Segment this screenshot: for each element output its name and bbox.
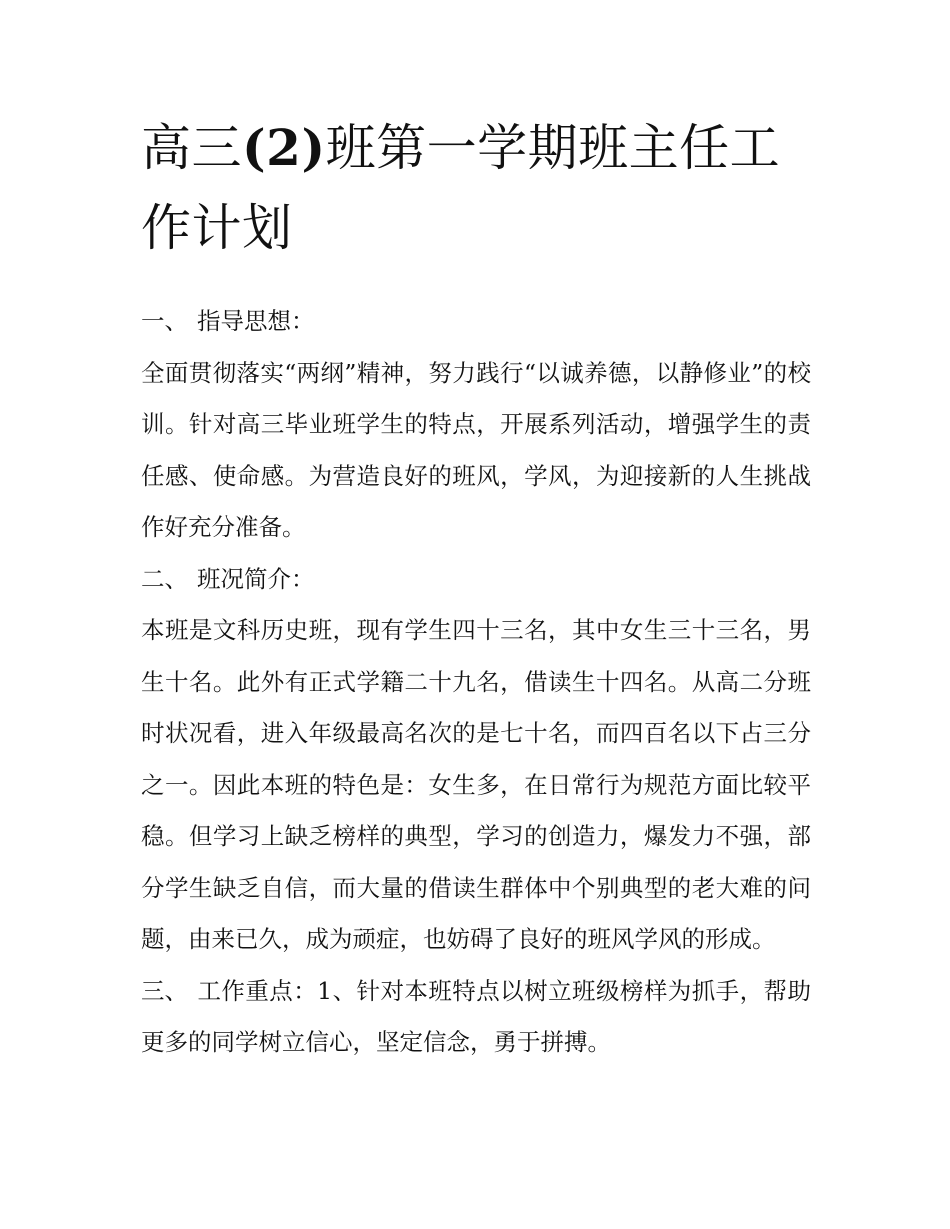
title-class-number: (2) — [242, 118, 326, 177]
document-title — [141, 108, 811, 268]
section-number: 一、 — [141, 307, 188, 335]
section-body-class-overview: 本班是文科历史班，现有学生四十三名，其中女生三十三名，男生十名。此外有正式学籍二十九名，借读生十四名。从高二分班时状况看，进入年级最高名次的是七十名，而四百名以下占三分之一。因此本班的特色是：女生多，在日常行为规范方面比较平稳。但学习上缺乏榜样的典型，学习的创造力，爆发力不强，部分学生缺乏自信，而大量的借读生群体中个别典型的老大难的问题，由来已久，成为顽症，也妨碍了良好的班风学风的形成。 — [141, 616, 811, 953]
section-body-guiding-ideology: 全面贯彻落实“两纲”精神，努力践行“以诚养德，以静修业”的校训。针对高三毕业班学生的特点，开展系列活动，增强学生的责任感、使命感。为营造良好的班风，学风，为迎接新的人生挑战作好充分准备。 — [141, 358, 811, 541]
title-part-2: 班第一学期班主任工作计划 — [141, 119, 781, 257]
section-number: 三、 — [141, 976, 188, 1005]
section-heading-class-overview — [141, 554, 811, 606]
section-work-focus — [141, 966, 811, 1069]
section-heading-guiding-ideology — [141, 296, 811, 348]
section-body-work-focus: 1、针对本班特点以树立班级榜样为抓手，帮助更多的同学树立信心，坚定信念，勇于拼搏。 — [141, 976, 812, 1056]
section-heading-text: 班况简介： — [197, 564, 315, 593]
document-content — [141, 108, 811, 1069]
section-number: 二、 — [141, 564, 188, 593]
section-heading-text: 指导思想： — [197, 307, 315, 335]
section-heading-text: 工作重点： — [197, 976, 318, 1005]
title-part-1: 高三 — [141, 119, 242, 177]
